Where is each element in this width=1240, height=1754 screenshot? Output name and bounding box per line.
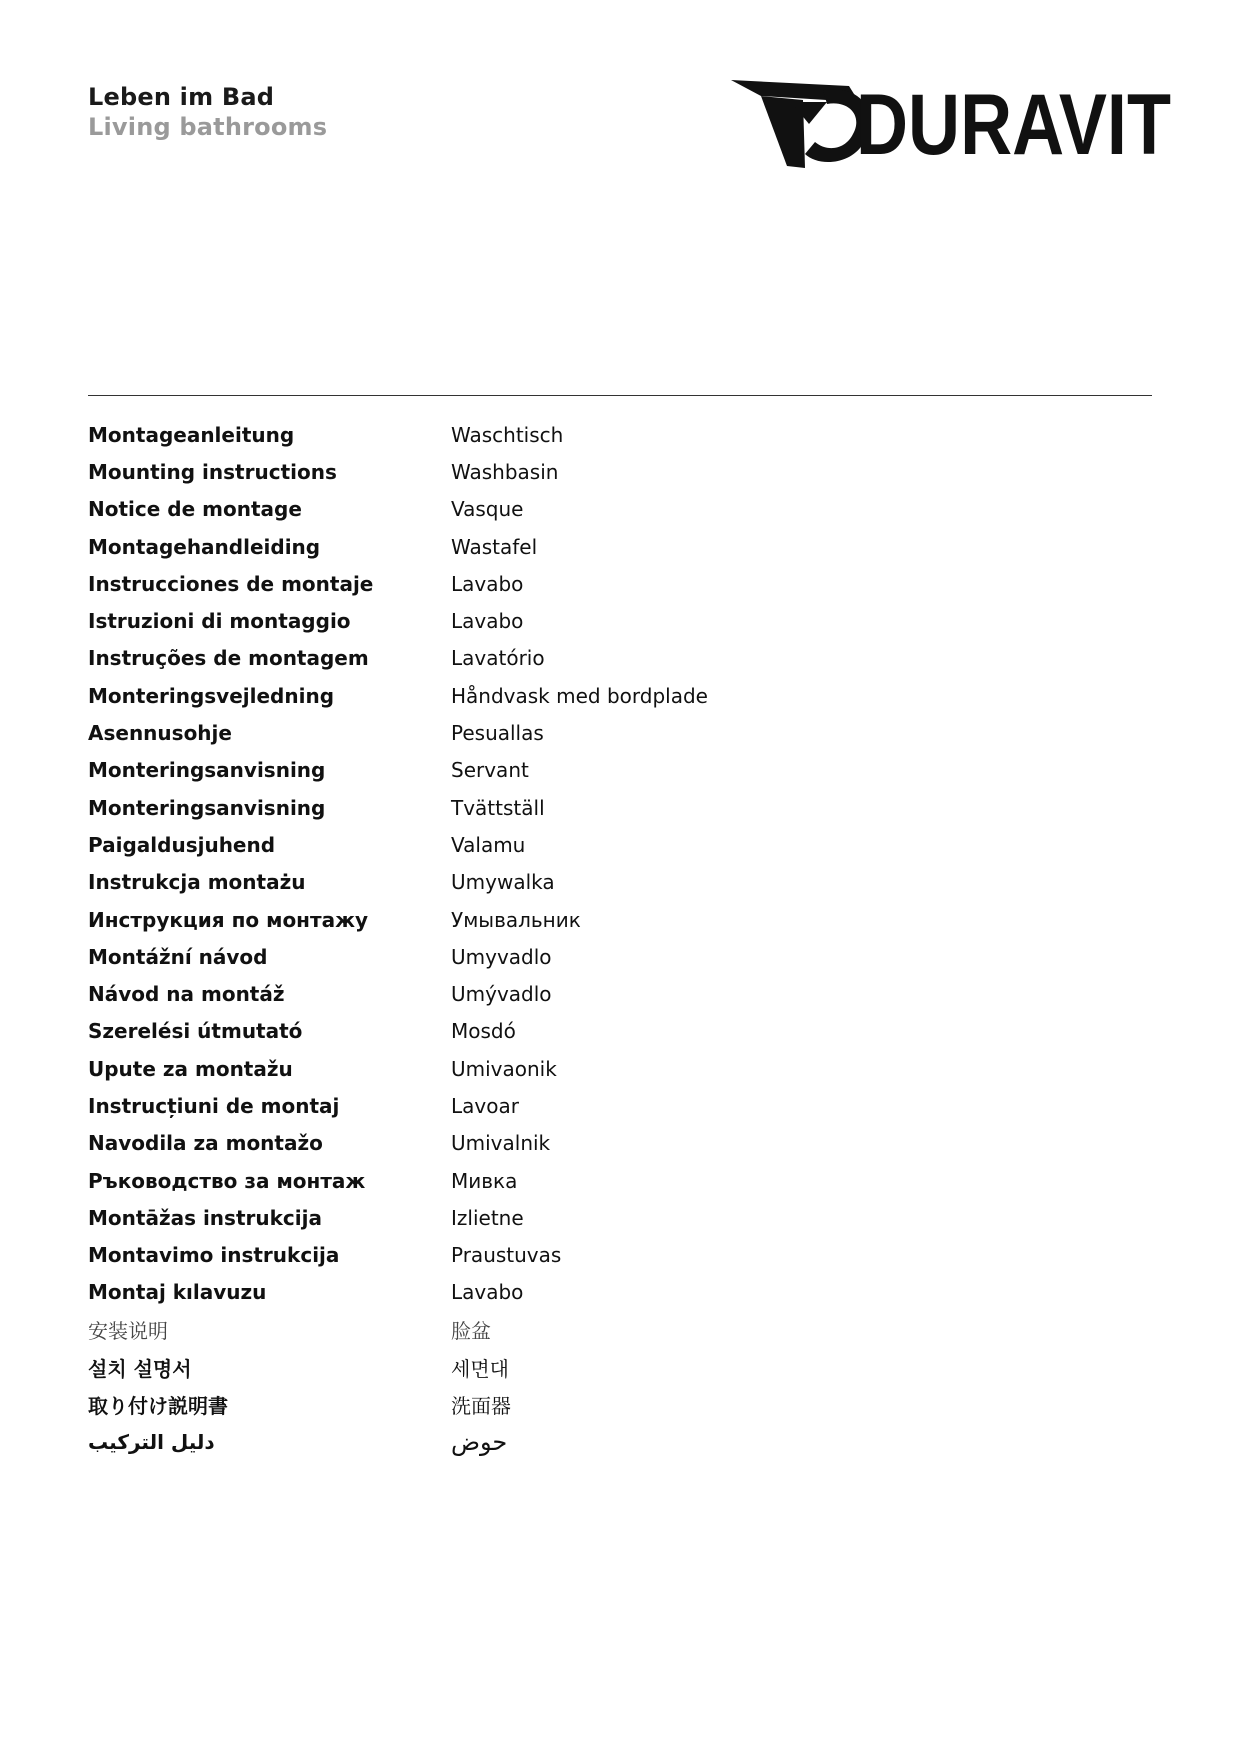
product-name: 세면대: [451, 1356, 509, 1381]
product-name: Servant: [451, 758, 529, 783]
instructions-title: Instruções de montagem: [88, 646, 369, 671]
list-item: [88, 602, 1152, 639]
instructions-title: Paigaldusjuhend: [88, 832, 276, 857]
product-name: Praustuvas: [451, 1243, 562, 1268]
list-item: [88, 1386, 1152, 1423]
list-item: [88, 1050, 1152, 1087]
product-name: Umywalka: [451, 870, 555, 895]
list-item: [88, 1274, 1152, 1311]
product-name: Lavoar: [451, 1093, 519, 1118]
product-name: Tvättställ: [451, 795, 545, 820]
product-name: Wastafel: [451, 534, 538, 559]
list-item: [88, 901, 1152, 938]
product-name: Washbasin: [451, 459, 559, 484]
list-item: [88, 1199, 1152, 1236]
instructions-title: Montagehandleiding: [88, 534, 321, 559]
instructions-title: Szerelési útmutató: [88, 1019, 303, 1044]
tagline-english: Living bathrooms: [88, 113, 328, 141]
product-name: Umývadlo: [451, 982, 552, 1007]
product-name: Waschtisch: [451, 422, 564, 447]
instructions-title: Navodila za montažo: [88, 1131, 323, 1156]
list-item: [88, 1087, 1152, 1124]
product-name: Lavatório: [451, 646, 545, 671]
logo-wordmark: DURAVIT: [856, 77, 1171, 173]
product-name: حوض: [451, 1427, 508, 1456]
instructions-title: Monteringsvejledning: [88, 683, 335, 708]
instructions-title: Asennusohje: [88, 721, 232, 746]
list-item: [88, 416, 1152, 453]
instructions-title: Notice de montage: [88, 497, 302, 522]
divider: [88, 395, 1152, 396]
product-name: Izlietne: [451, 1205, 524, 1230]
product-name: Lavabo: [451, 571, 524, 596]
product-name: Pesuallas: [451, 721, 544, 746]
list-item: [88, 714, 1152, 751]
list-item: [88, 491, 1152, 528]
list-item: [88, 640, 1152, 677]
list-item: [88, 938, 1152, 975]
list-item: [88, 1423, 1152, 1460]
instructions-title: Montageanleitung: [88, 422, 295, 447]
list-item: [88, 975, 1152, 1012]
list-item: [88, 453, 1152, 490]
instructions-title: Instrucțiuni de montaj: [88, 1093, 340, 1118]
instructions-title: دليل التركيب: [88, 1429, 215, 1454]
duravit-logo: [731, 62, 1173, 173]
bird-mark-icon: [731, 80, 870, 168]
instructions-title: Инструкция по монтажу: [88, 907, 369, 932]
instructions-title: Monteringsanvisning: [88, 758, 326, 783]
product-name: Умывальник: [451, 907, 581, 932]
product-name: Lavabo: [451, 609, 524, 634]
product-name: Valamu: [451, 832, 526, 857]
list-item: [88, 1348, 1152, 1385]
product-name: 洗面器: [451, 1393, 511, 1418]
instructions-title: Montaj kılavuzu: [88, 1280, 267, 1305]
instructions-title: Instrucciones de montaje: [88, 571, 374, 596]
list-item: [88, 1311, 1152, 1348]
product-name: Umivalnik: [451, 1131, 551, 1156]
instructions-title: 설치 설명서: [88, 1356, 192, 1381]
product-name: Umyvadlo: [451, 944, 552, 969]
list-item: [88, 528, 1152, 565]
instructions-title: Istruzioni di montaggio: [88, 609, 351, 634]
list-item: [88, 565, 1152, 602]
list-item: [88, 826, 1152, 863]
list-item: [88, 1013, 1152, 1050]
list-item: [88, 864, 1152, 901]
instructions-title: Upute za montažu: [88, 1056, 293, 1081]
instructions-title: Montavimo instrukcija: [88, 1243, 340, 1268]
instructions-title: Návod na montáž: [88, 982, 285, 1007]
product-name: Håndvask med bordplade: [451, 683, 708, 708]
list-item: [88, 677, 1152, 714]
instructions-title: Instrukcja montażu: [88, 870, 306, 895]
instructions-title: Mounting instructions: [88, 459, 337, 484]
instructions-title: Montāžas instrukcija: [88, 1205, 322, 1230]
instructions-title: Monteringsanvisning: [88, 795, 326, 820]
instructions-title: 安装说明: [88, 1319, 168, 1344]
list-item: [88, 1237, 1152, 1274]
list-item: [88, 1125, 1152, 1162]
product-name: Lavabo: [451, 1280, 524, 1305]
list-item: [88, 752, 1152, 789]
product-name: Umivaonik: [451, 1056, 557, 1081]
instructions-title: Ръководство за монтаж: [88, 1168, 366, 1193]
product-name: Mosdó: [451, 1019, 516, 1044]
product-name: 脸盆: [451, 1319, 491, 1344]
list-item: [88, 1162, 1152, 1199]
tagline: [88, 82, 327, 142]
list-item: [88, 789, 1152, 826]
language-list: [88, 416, 1152, 1460]
product-name: Мивка: [451, 1168, 518, 1193]
instructions-title: Montážní návod: [88, 944, 268, 969]
tagline-german: Leben im Bad: [88, 83, 275, 111]
product-name: Vasque: [451, 497, 524, 522]
instructions-title: 取り付け説明書: [88, 1393, 228, 1418]
